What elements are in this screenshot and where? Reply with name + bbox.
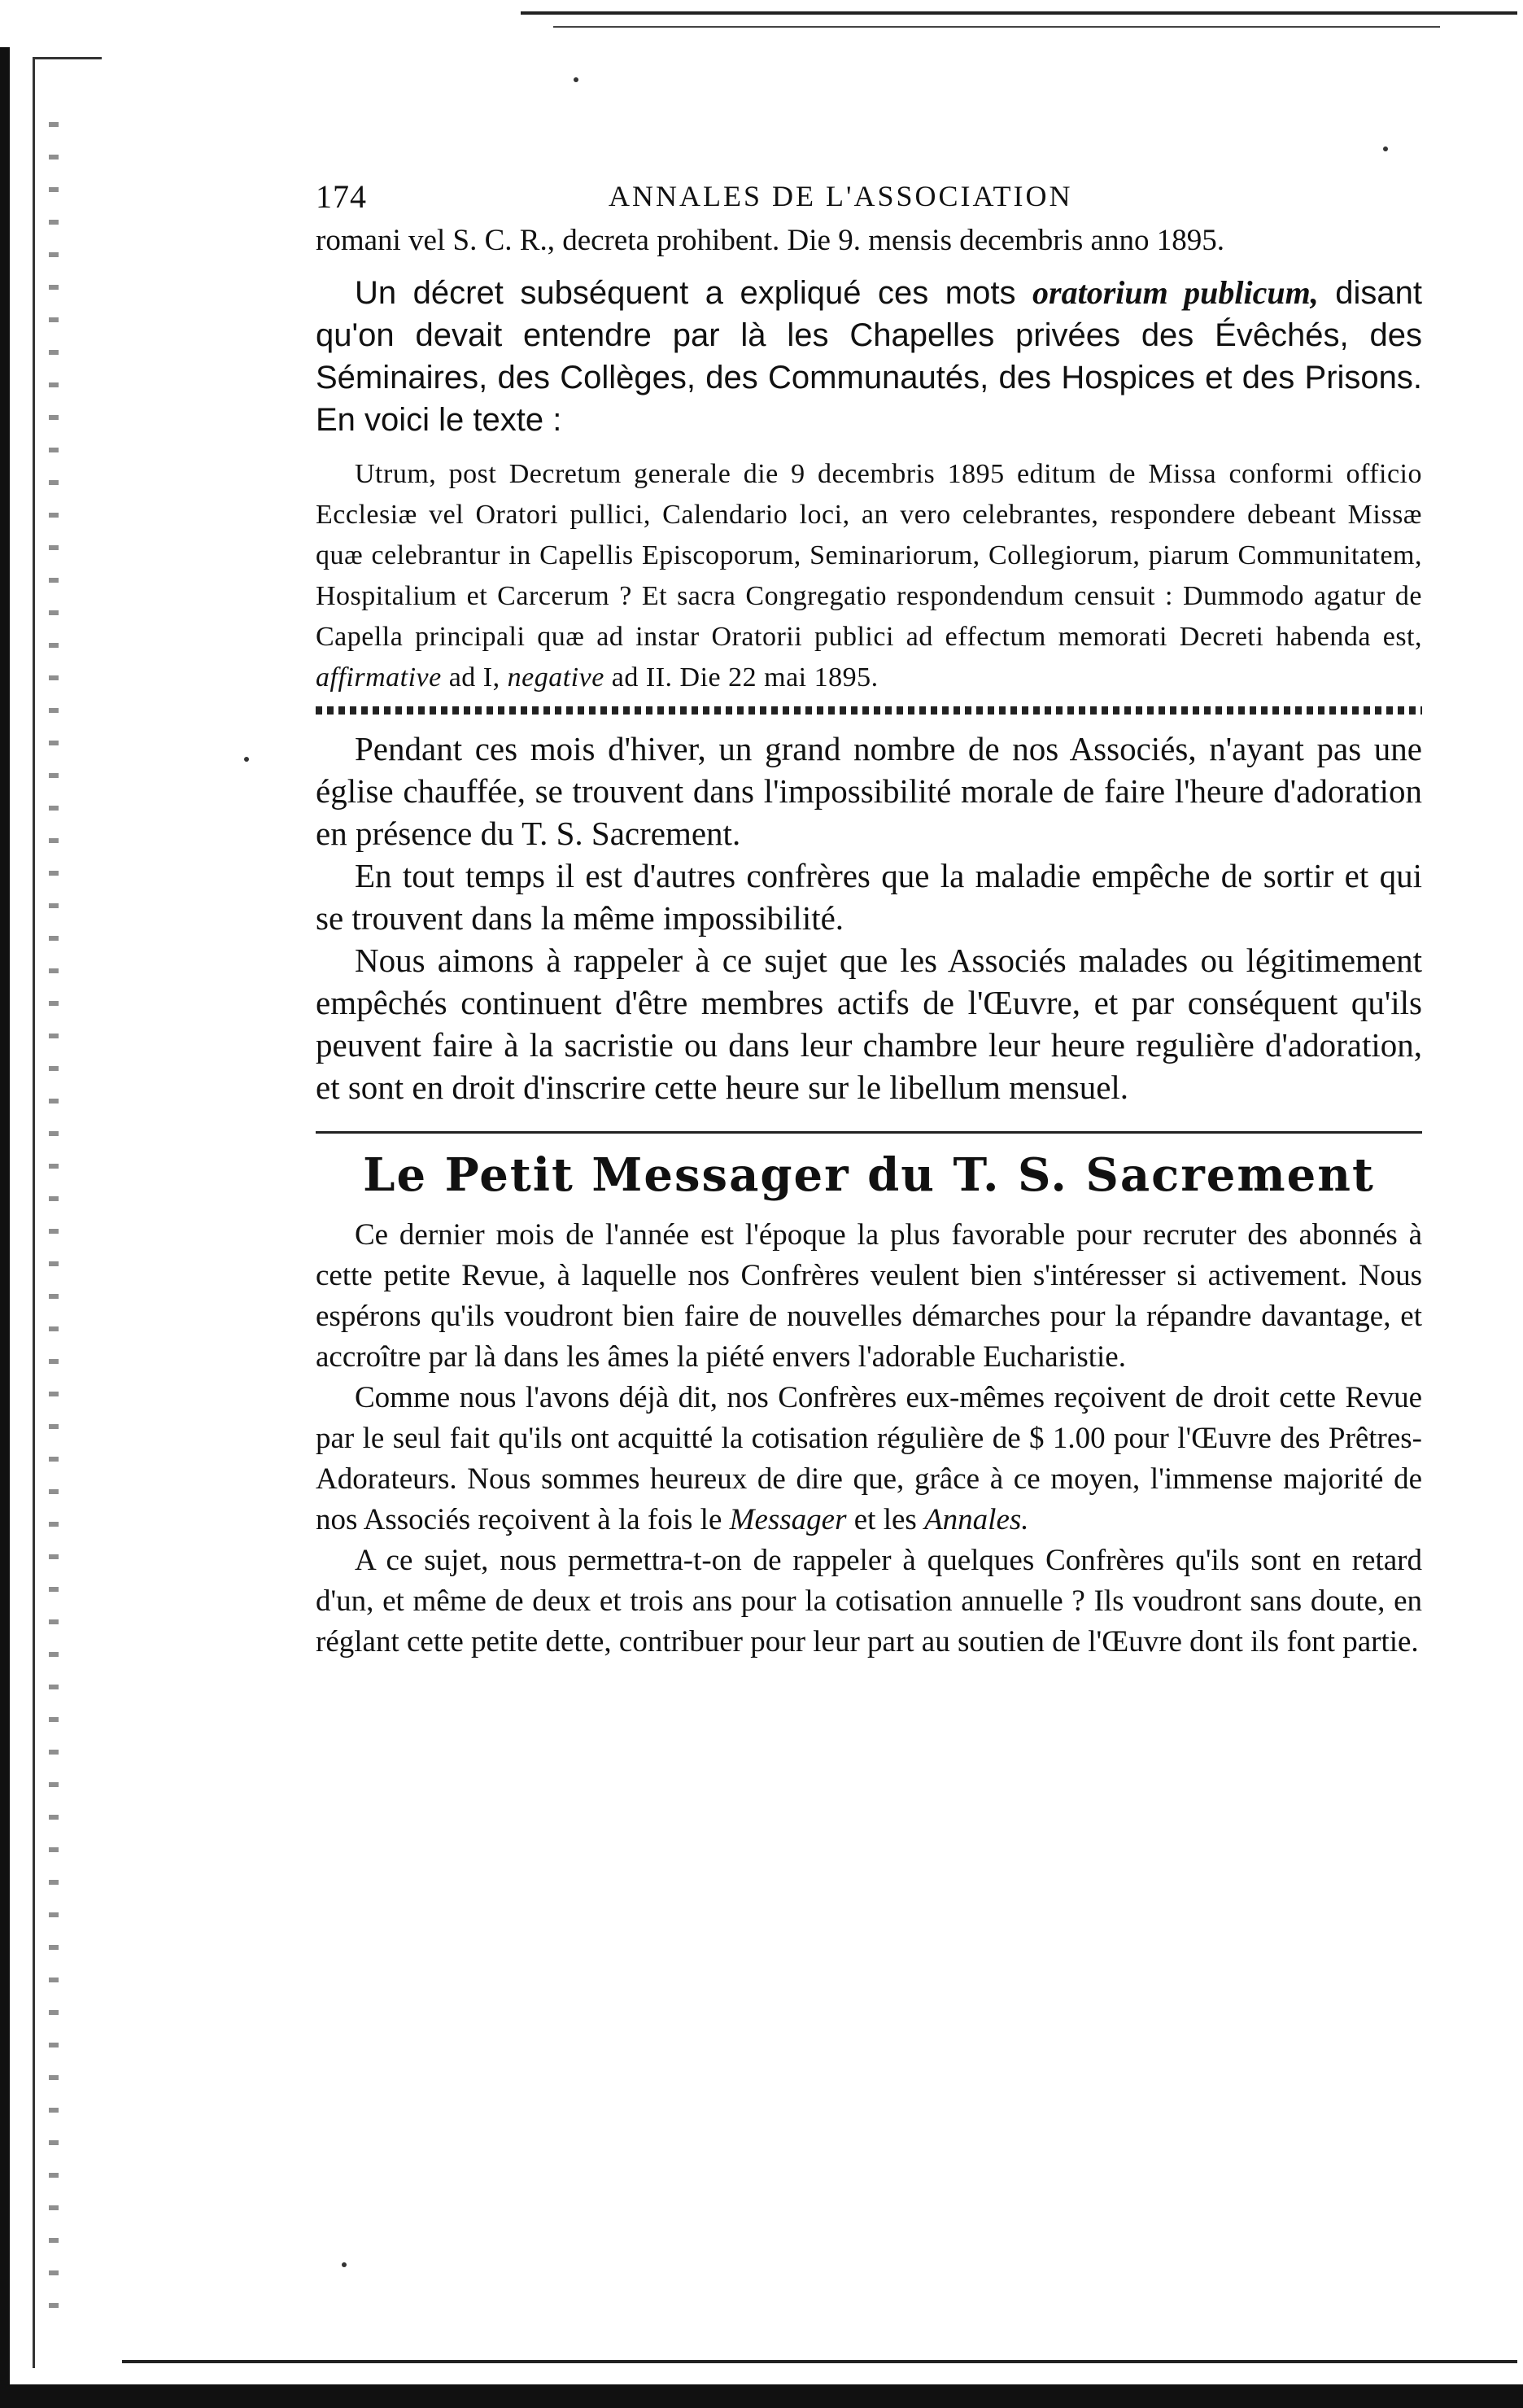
messager-paragraph-1: Ce dernier mois de l'année est l'époque la plus favorable pour recruter des abonnés à cette petite Revue, à laquelle nos Confrères veulent bien s'intéresser si activement. Nous espérons qu'ils voudront bien faire de nouvelles démarches pour la répandre davantage, et accroître par là dans les âmes la piété envers l'adorable Eucharistie. [316, 1218, 1422, 1374]
decree-text-mid: ad I, [441, 662, 508, 693]
intro-emphasis: oratorium publicum, [1032, 274, 1319, 311]
decree-text-a: Utrum, post Decretum generale die 9 decembris 1895 editum de Missa conformi officio Ecclesiæ vel Oratori pullici, Calendario loci, an vero celebrantes, respondere debeant Missæ quæ celebrantur in Capellis Episcoporum, Seminariorum, Collegiorum, piarum Communitatem, Hospitalium et Carcerum ? Et sacra Congregatio respondendum censuit : Dummodo agatur de Capella principali quæ ad instar Oratorii publici ad effectum memorati Decreti habenda est, [316, 459, 1422, 652]
top-border-rule [521, 11, 1517, 15]
notice-paragraph-3: Nous aimons à rappeler à ce sujet que les Associés malades ou légitimement empêchés continuent d'être membres actifs de l'Œuvre, et par conséquent qu'ils peuvent faire à la sacristie ou dans leur chambre leur heure regulière d'adoration, et sont en droit d'inscrire cette heure sur le libellum mensuel. [316, 942, 1422, 1106]
scan-speck [1383, 146, 1388, 151]
page-number: 174 [316, 178, 367, 215]
messager-emphasis-annales: Annales. [924, 1503, 1029, 1536]
notice-paragraph-2: En tout temps il est d'autres confrères que la maladie empêche de sortir et qui se trouvent dans la même impossibilité. [316, 857, 1422, 937]
messager-p2-text-mid: et les [846, 1503, 925, 1536]
notice-section [316, 728, 1422, 1108]
messager-heading: Le Petit Messager du T. S. Sacrement [363, 1148, 1375, 1202]
notice-paragraph-1: Pendant ces mois d'hiver, un grand nombre de nos Associés, n'ayant pas une église chauffée, se trouvent dans l'impossibilité morale de faire l'heure d'adoration en présence du T. S. Sacrement. [316, 730, 1422, 852]
scan-left-dots [49, 122, 59, 2319]
section-divider [316, 1131, 1422, 1134]
scan-speck [342, 2262, 347, 2267]
messager-section [316, 1215, 1422, 1663]
running-head-title: ANNALES DE L'ASSOCIATION [609, 180, 1073, 212]
decree-emphasis-affirmative: affirmative [316, 662, 442, 693]
decree-emphasis-negative: negative [507, 662, 604, 693]
latin-continuation: romani vel S. C. R., decreta prohibent. Die 9. mensis decembris anno 1895. [316, 224, 1224, 257]
scan-speck [574, 77, 578, 82]
scan-left-inner-line [33, 57, 35, 2368]
scan-speck [244, 757, 249, 762]
scan-left-edge [0, 47, 10, 2408]
bottom-border-rule [122, 2360, 1517, 2363]
ornamental-rule [316, 706, 1422, 715]
intro-text-b: disant qu'on devait entendre par là les Chapelles privées des Évêchés, des Séminaires, des Collèges, des Communautés, des Hospices et des Prisons. En voici le texte : [316, 275, 1422, 438]
document-page [316, 163, 1422, 1663]
decree-quote-paragraph [316, 454, 1422, 698]
decree-text-b: ad II. Die 22 mai 1895. [604, 662, 879, 693]
scan-bottom-edge [10, 2384, 1523, 2408]
messager-paragraph-3: A ce sujet, nous permettra-t-on de rappeler à quelques Confrères qu'ils sont en retard d'un, et même de deux et trois ans pour la cotisation annuelle ? Ils voudront sans doute, en réglant cette petite dette, contribuer pour leur part au soutien de l'Œuvre dont ils font partie. [316, 1544, 1422, 1659]
top-border-thin-rule [553, 26, 1440, 28]
intro-text-a: Un décret subséquent a expliqué ces mots [355, 275, 1033, 311]
decree-quote [316, 454, 1422, 698]
messager-paragraph-2 [316, 1378, 1422, 1541]
messager-p2-text-a: Comme nous l'avons déjà dit, nos Confrères eux-mêmes reçoivent de droit cette Revue par le seul fait qu'ils ont acquitté la cotisation régulière de $ 1.00 pour l'Œuvre des Prêtres-Adorateurs. Nous sommes heureux de dire que, grâce à ce moyen, l'immense majorité de nos Associés reçoivent à la fois le [316, 1381, 1422, 1536]
messager-emphasis-messager: Messager [729, 1503, 847, 1536]
running-head [316, 163, 1422, 220]
intro-paragraph [316, 272, 1422, 441]
scan-left-hook [33, 57, 102, 59]
